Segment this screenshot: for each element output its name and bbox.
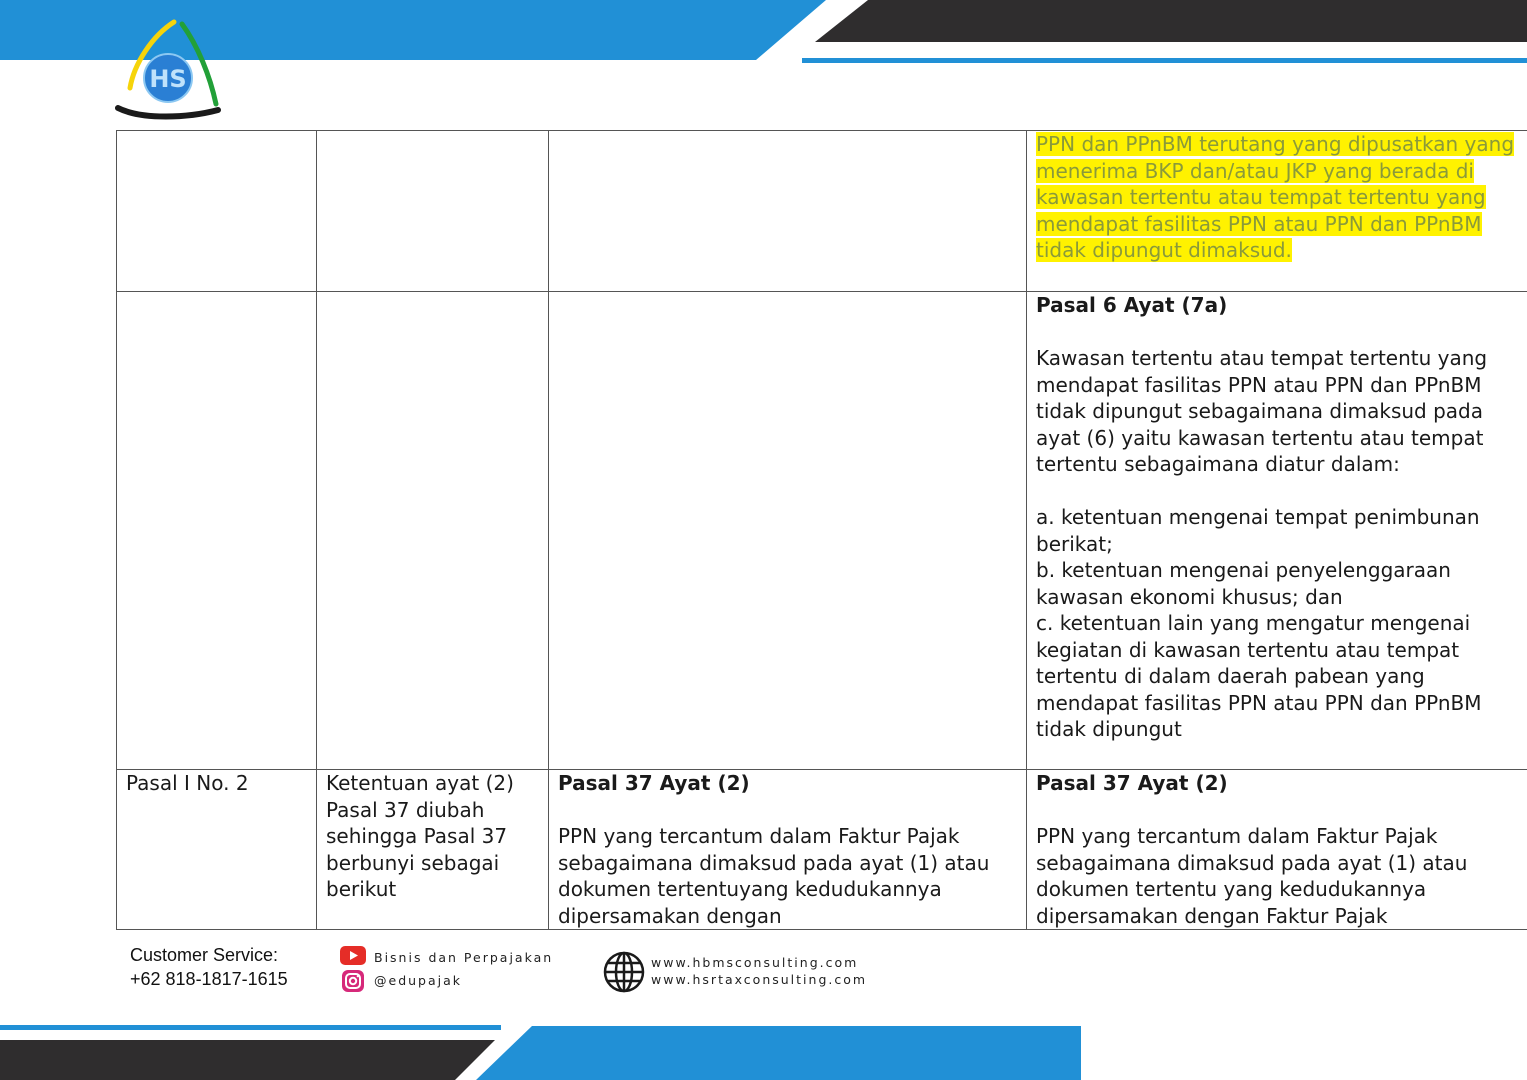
table-row <box>117 770 1527 930</box>
table-cell: Pasal I No. 2 <box>117 770 317 930</box>
instagram-icon[interactable] <box>341 969 365 993</box>
company-logo <box>112 16 224 120</box>
cs-label: Customer Service: <box>130 945 279 965</box>
table-row <box>117 292 1527 770</box>
section-heading: Pasal 6 Ayat (7a) <box>1036 293 1228 317</box>
table-cell <box>1027 292 1527 770</box>
table-cell <box>1027 131 1527 292</box>
table-row <box>117 131 1527 292</box>
table-cell <box>549 131 1027 292</box>
table-cell <box>317 292 549 770</box>
section-heading: Pasal 37 Ayat (2) <box>1036 771 1228 795</box>
list-item: a. ketentuan mengenai tempat penimbunan berikat; <box>1036 505 1480 556</box>
table-cell: Ketentuan ayat (2) Pasal 37 diubah sehingga Pasal 37 berbunyi sebagai berikut <box>317 770 549 930</box>
table-cell <box>117 131 317 292</box>
list-item: c. ketentuan lain yang mengatur mengenai kegiatan di kawasan tertentu atau tempat tertentu di dalam daerah pabean yang mendapat fasilitas PPN atau PPN dan PPnBM tidak dipungut <box>1036 611 1482 741</box>
globe-icon <box>603 951 645 993</box>
paragraph: Kawasan tertentu atau tempat tertentu yang mendapat fasilitas PPN atau PPN dan PPnBM tidak dipungut sebagaimana dimaksud pada ayat (6) yaitu kawasan tertentu atau tempat tertentu sebagaimana diatur dalam: <box>1036 346 1488 476</box>
instagram-label[interactable]: @edupajak <box>374 973 463 988</box>
table-cell <box>317 131 549 292</box>
footer-decoration <box>0 1020 1527 1080</box>
cs-phone[interactable]: +62 818-1817-1615 <box>130 969 288 989</box>
customer-service <box>130 943 288 991</box>
table-cell <box>549 770 1027 930</box>
header-decoration <box>0 0 1527 70</box>
website-link-2[interactable]: www.hsrtaxconsulting.com <box>651 972 868 987</box>
regulation-comparison-table <box>116 130 1527 930</box>
highlighted-text: PPN dan PPnBM terutang yang dipusatkan yang menerima BKP dan/atau JKP yang berada di kawasan tertentu atau tempat tertentu yang mendapat fasilitas PPN atau PPN dan PPnBM tidak dipungut dimaksud. <box>1036 132 1515 262</box>
svg-text:HS: HS <box>149 65 187 93</box>
table-cell <box>117 292 317 770</box>
table-cell <box>549 292 1027 770</box>
paragraph: PPN yang tercantum dalam Faktur Pajak sebagaimana dimaksud pada ayat (1) atau dokumen tertentu yang kedudukannya dipersamakan dengan Faktur Pajak <box>1036 824 1468 928</box>
website-link-1[interactable]: www.hbmsconsulting.com <box>651 955 859 970</box>
youtube-label[interactable]: Bisnis dan Perpajakan <box>374 950 554 965</box>
paragraph: PPN yang tercantum dalam Faktur Pajak sebagaimana dimaksud pada ayat (1) atau dokumen tertentuyang kedudukannya dipersamakan dengan <box>558 824 990 928</box>
table-cell <box>1027 770 1527 930</box>
section-heading: Pasal 37 Ayat (2) <box>558 771 750 795</box>
youtube-icon[interactable] <box>340 946 366 965</box>
list-item: b. ketentuan mengenai penyelenggaraan kawasan ekonomi khusus; dan <box>1036 558 1451 609</box>
